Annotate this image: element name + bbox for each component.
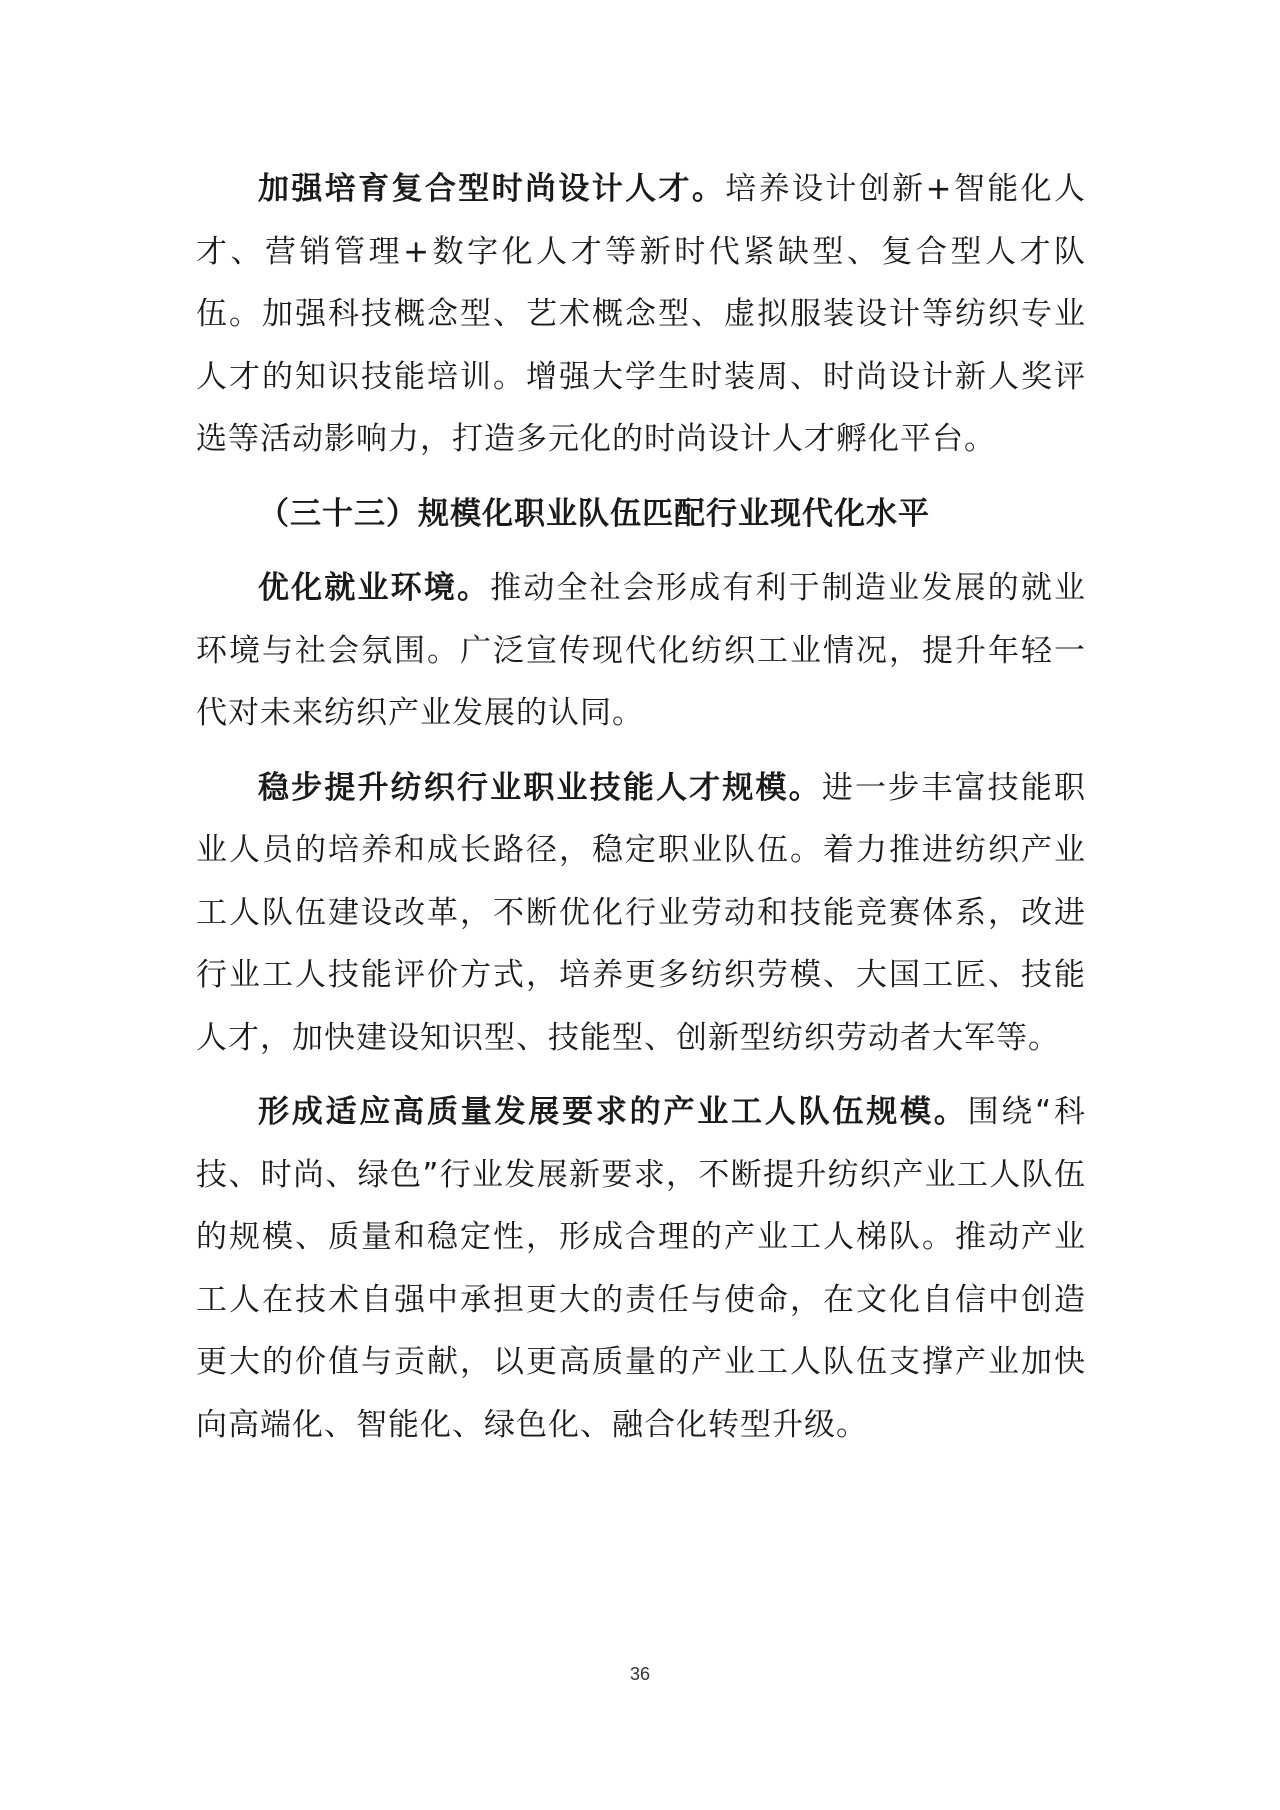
paragraph-body: 进一步丰富技能职业人员的培养和成长路径，稳定职业队伍。着力推进纺织产业工人队伍建设改革，不断优化行业劳动和技能竞赛体系，改进行业工人技能评价方式，培养更多纺织劳模、大国工匠、技能人才，加快建设知识型、技能型、创新型纺织劳动者大军等。 [196, 769, 1087, 1056]
paragraph-body: 推动全社会形成有利于制造业发展的就业环境与社会氛围。广泛宣传现代化纺织工业情况，提升年轻一代对未来纺织产业发展的认同。 [196, 570, 1087, 731]
paragraph-skilled-talent-scale [196, 757, 1086, 1070]
paragraph-fashion-design-talent [196, 158, 1086, 471]
section-heading: （三十三）规模化职业队伍匹配行业现代化水平 [258, 495, 930, 532]
paragraph-body: 培养设计创新+智能化人才、营销管理+数字化人才等新时代紧缺型、复合型人才队伍。加强科技概念型、艺术概念型、虚拟服装设计等纺织专业人才的知识技能培训。增强大学生时装周、时尚设计新人奖评选等活动影响力，打造多元化的时尚设计人才孵化平台。 [196, 171, 1086, 457]
paragraph-lead: 优化就业环境。 [258, 570, 491, 606]
paragraph-lead: 形成适应高质量发展要求的产业工人队伍规模。 [258, 1094, 968, 1130]
page-number: 36 [629, 1664, 651, 1684]
paragraph-lead: 稳步提升纺织行业职业技能人才规模。 [258, 769, 822, 806]
paragraph-body: 围绕“科技、时尚、绿色”行业发展新要求，不断提升纺织产业工人队伍的规模、质量和稳定性，形成合理的产业工人梯队。推动产业工人在技术自强中承担更大的责任与使命，在文化自信中创造更大的价值与贡献，以更高质量的产业工人队伍支撑产业加快向高端化、智能化、绿色化、融合化转型升级。 [196, 1094, 1087, 1443]
paragraph-lead: 加强培育复合型时尚设计人才。 [258, 171, 726, 207]
document-page [196, 158, 1086, 1456]
paragraph-employment-environment [196, 557, 1086, 745]
paragraph-industrial-workforce [196, 1081, 1086, 1456]
